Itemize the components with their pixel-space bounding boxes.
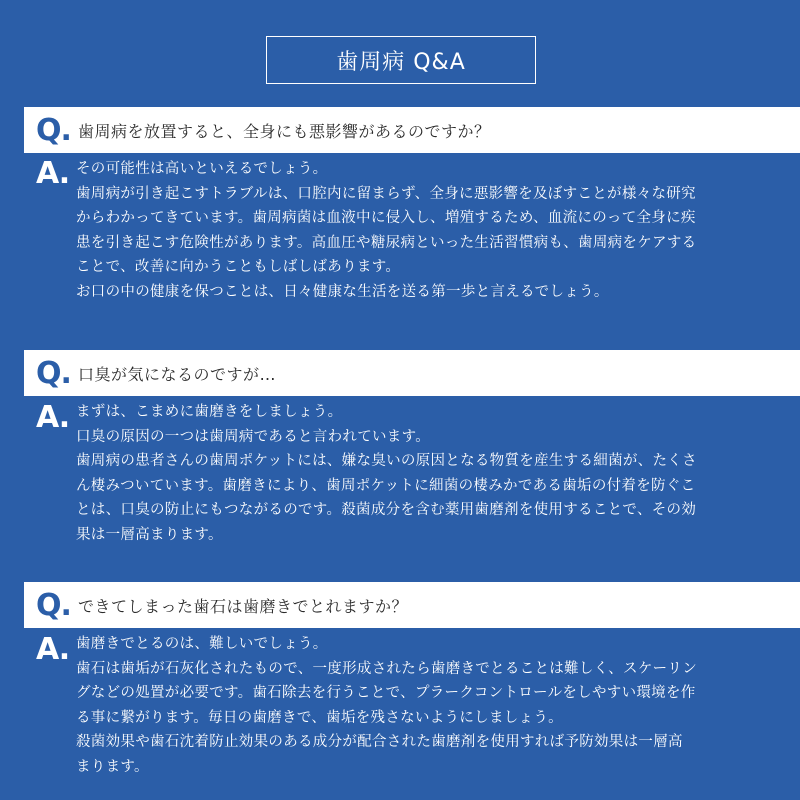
answer-line: 歯石は歯垢が石灰化されたもので、一度形成されたら歯磨きでとることは難しく、スケーリン xyxy=(76,660,698,677)
answer-line: ん棲みついています。歯磨きにより、歯周ポケットに細菌の棲みかである歯垢の付着を防ぐこ xyxy=(76,477,696,494)
answer-line: る事に繋がります。毎日の歯磨きで、歯垢を残さないようにしましょう。 xyxy=(76,709,563,726)
answer-line: 患を引き起こす危険性があります。高血圧や糖尿病といった生活習慣病も、歯周病をケアする xyxy=(76,234,697,251)
answer-line: まります。 xyxy=(76,758,149,775)
question-bar xyxy=(24,107,800,153)
answer-text xyxy=(76,400,780,547)
answer-line: お口の中の健康を保つことは、日々健康な生活を送る第一歩と言えるでしょう。 xyxy=(76,283,609,300)
question-mark: Q. xyxy=(36,355,71,391)
answer-mark: A. xyxy=(36,400,70,435)
answer-line: とは、口臭の防止にもつながるのです。殺菌成分を含む薬用歯磨剤を使用することで、その効 xyxy=(76,502,697,518)
answer-line: 殺菌効果や歯石沈着防止効果のある成分が配合された歯磨剤を使用すれば予防効果は一層高 xyxy=(76,734,683,750)
page-title: 歯周病 Q&A xyxy=(266,36,536,84)
question-mark: Q. xyxy=(36,112,71,148)
answer-line: まずは、こまめに歯磨きをしましょう。 xyxy=(76,404,343,420)
answer-text xyxy=(76,632,780,779)
answer-line: 果は一層高まります。 xyxy=(76,526,223,543)
answer-line: ことで、改善に向かうこともしばしばあります。 xyxy=(76,259,401,275)
question-text: 歯周病を放置すると、全身にも悪影響があるのですか？ xyxy=(78,121,491,141)
answer-text xyxy=(76,157,780,304)
answer-mark: A. xyxy=(36,156,70,191)
answer-line: その可能性は高いといえるでしょう。 xyxy=(76,161,328,177)
question-mark: Q. xyxy=(36,587,71,623)
answer-line: からわかってきています。歯周病菌は血液中に侵入し、増殖するため、血流にのって全身に疾 xyxy=(76,210,696,226)
question-bar xyxy=(24,350,800,396)
answer-line: 歯周病の患者さんの歯周ポケットには、嫌な臭いの原因となる物質を産生する細菌が、たくさ xyxy=(76,453,697,469)
answer-line: 口臭の原因の一つは歯周病であると言われています。 xyxy=(76,428,431,445)
question-text: 口臭が気になるのですが… xyxy=(78,364,277,384)
answer-mark: A. xyxy=(36,632,70,667)
answer-line: 歯周病が引き起こすトラブルは、口腔内に留まらず、全身に悪影響を及ぼすことが様々な研究 xyxy=(76,185,696,202)
answer-line: 歯磨きでとるのは、難しいでしょう。 xyxy=(76,636,328,652)
question-text: できてしまった歯石は歯磨きでとれますか？ xyxy=(78,596,409,616)
question-bar xyxy=(24,582,800,628)
answer-line: グなどの処置が必要です。歯石除去を行うことで、プラークコントロールをしやすい環境を作 xyxy=(76,685,696,701)
